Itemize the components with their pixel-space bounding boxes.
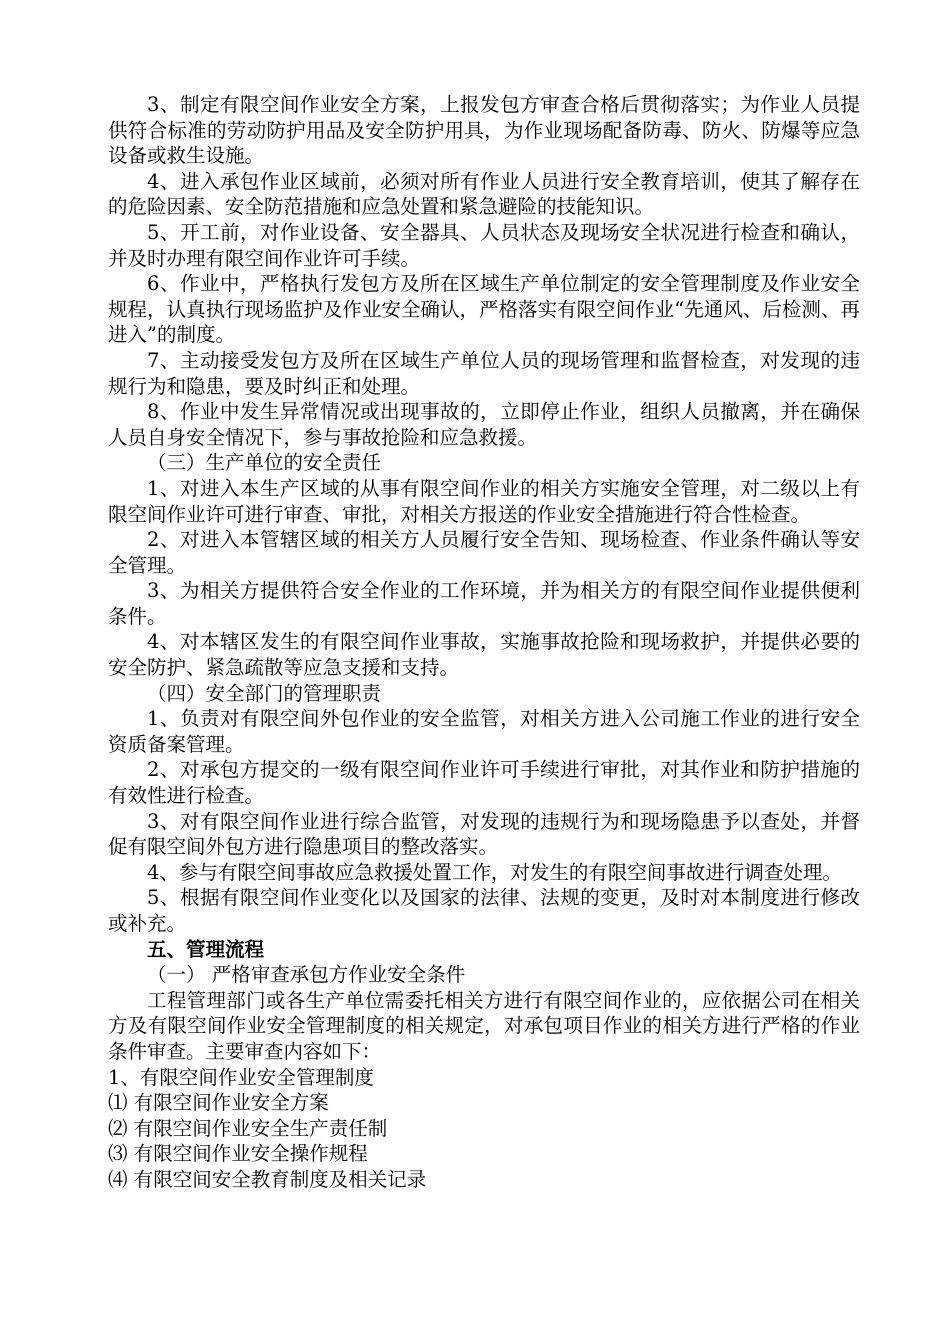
paragraph: 2、对进入本管辖区域的相关方人员履行安全告知、现场检查、作业条件确认等安全管理。: [108, 528, 860, 577]
list-item: ⑴ 有限空间作业安全方案: [108, 1091, 329, 1115]
subsection-heading: （三）生产单位的安全责任: [147, 451, 382, 475]
paragraph: 3、为相关方提供符合安全作业的工作环境，并为相关方的有限空间作业提供便利条件。: [108, 579, 860, 628]
paragraph: 2、对承包方提交的一级有限空间作业许可手续进行审批，对其作业和防护措施的有效性进行检查。: [108, 758, 860, 808]
subsection-heading: （四）安全部门的管理职责: [147, 681, 382, 705]
paragraph: 工程管理部门或各生产单位需委托相关方进行有限空间作业的，应依据公司在相关方及有限空间作业安全管理制度的相关规定，对承包项目作业的相关方进行严格的作业条件审查。主要审查内容如下：: [108, 988, 860, 1063]
paragraph: 5、开工前，对作业设备、安全器具、人员状态及现场安全状况进行检查和确认，并及时办理有限空间作业许可手续。: [108, 220, 860, 270]
subsection-heading: （一） 严格审查承包方作业安全条件: [147, 963, 466, 987]
list-item: ⑷ 有限空间安全教育制度及相关记录: [108, 1167, 427, 1191]
list-item: ⑵ 有限空间作业安全生产责任制: [108, 1116, 388, 1140]
paragraph: 5、根据有限空间作业变化以及国家的法律、法规的变更，及时对本制度进行修改或补充。: [108, 886, 860, 935]
paragraph: 3、对有限空间作业进行综合监管，对发现的违规行为和现场隐患予以查处，并督促有限空间外包方进行隐患项目的整改落实。: [108, 809, 860, 859]
paragraph: 3、制定有限空间作业安全方案，上报发包方审查合格后贯彻落实；为作业人员提供符合标准的劳动防护用品及安全防护用具，为作业现场配备防毒、防火、防爆等应急设备或救生设施。: [108, 93, 860, 168]
paragraph: 4、进入承包作业区域前，必须对所有作业人员进行安全教育培训，使其了解存在的危险因素、安全防范措施和应急处置和紧急避险的技能知识。: [108, 169, 860, 219]
list-item: ⑶ 有限空间作业安全操作规程: [108, 1142, 368, 1166]
paragraph: 8、作业中发生异常情况或出现事故的，立即停止作业，组织人员撤离，并在确保人员自身安全情况下，参与事故抢险和应急救援。: [108, 400, 860, 449]
paragraph: 1、负责对有限空间外包作业的安全监管，对相关方进入公司施工作业的进行安全资质备案管理。: [108, 707, 860, 756]
document-body: [108, 92, 860, 1193]
section-heading: 五、管理流程: [147, 937, 265, 961]
list-item: 1、有限空间作业安全管理制度: [108, 1065, 374, 1089]
paragraph: 4、对本辖区发生的有限空间作业事故，实施事故抢险和现场救护，并提供必要的安全防护、紧急疏散等应急支援和支持。: [108, 630, 860, 680]
paragraph: 6、作业中，严格执行发包方及所在区域生产单位制定的安全管理制度及作业安全规程，认真执行现场监护及作业安全确认，严格落实有限空间作业“先通风、后检测、再进入”的制度。: [108, 272, 860, 347]
paragraph: 7、主动接受发包方及所在区域生产单位人员的现场管理和监督检查，对发现的违规行为和隐患，要及时纠正和处理。: [108, 348, 860, 398]
paragraph: 4、参与有限空间事故应急救援处置工作，对发生的有限空间事故进行调查处理。: [147, 860, 842, 884]
paragraph: 1、对进入本生产区域的从事有限空间作业的相关方实施安全管理，对二级以上有限空间作业许可进行审查、审批，对相关方报送的作业安全措施进行符合性检查。: [108, 476, 860, 526]
